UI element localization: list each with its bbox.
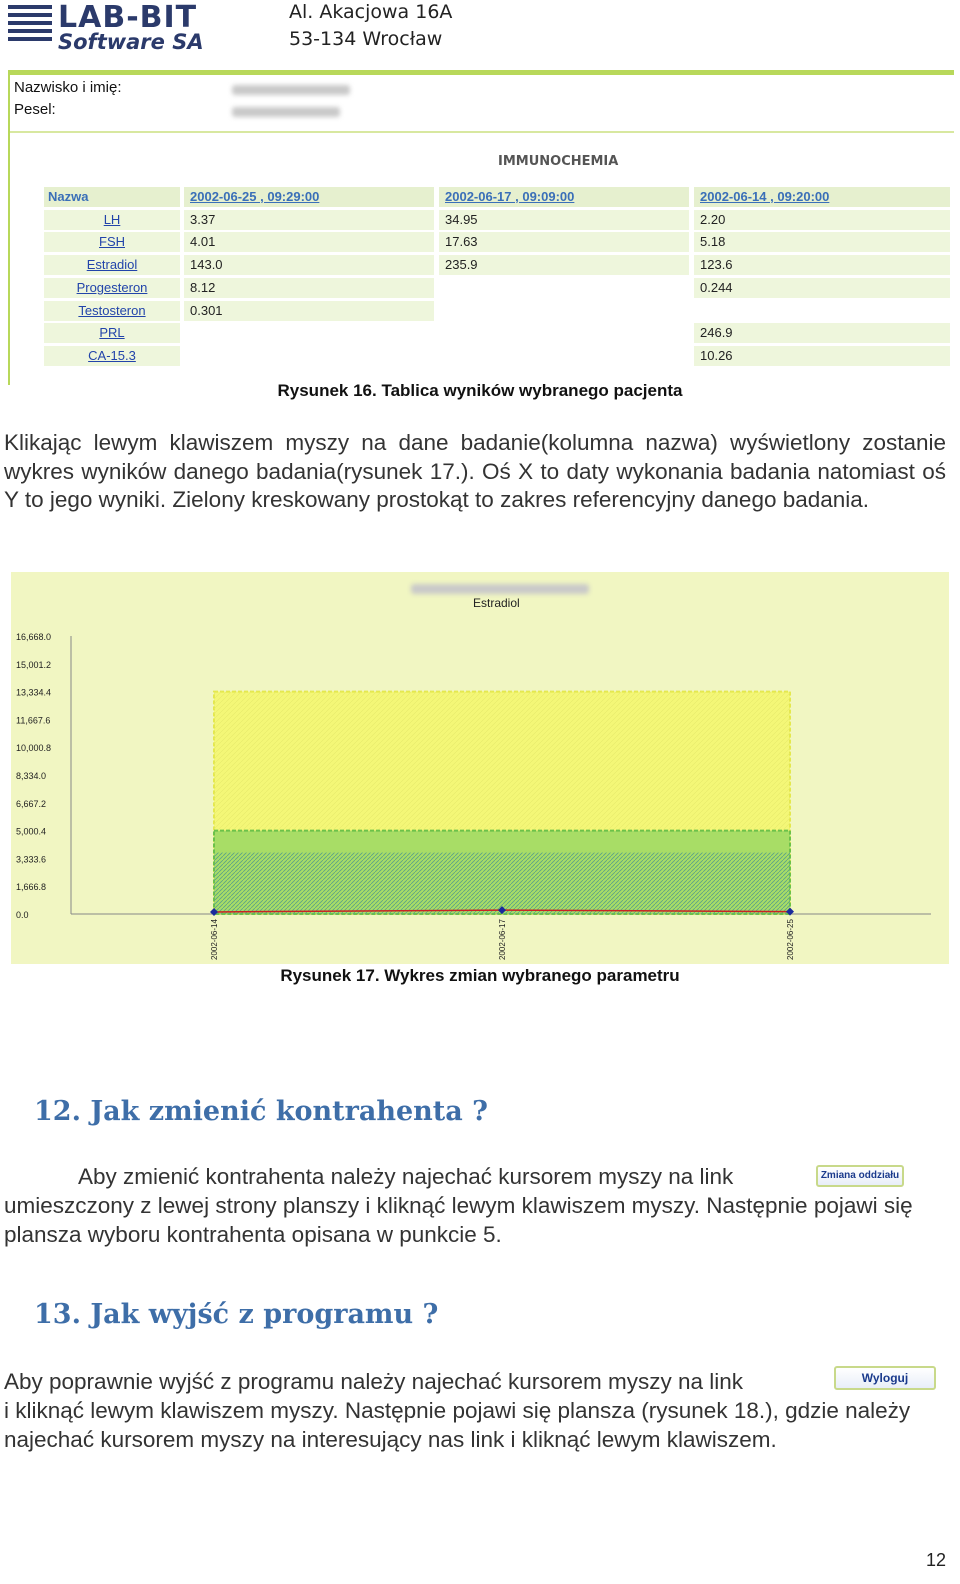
test-name-link[interactable]: Testosteron (44, 301, 180, 321)
x-tick-label: 2002-06-25 (786, 919, 795, 960)
test-name-link[interactable]: Progesteron (44, 278, 180, 298)
page-number: 12 (925, 1550, 946, 1570)
logo-subtext: Software SA (58, 30, 204, 54)
test-name-link[interactable]: PRL (44, 323, 180, 343)
result-value: 10.26 (694, 346, 950, 366)
caption-figure-17: Rysunek 17. Wykres zmian wybranego parametru (280, 966, 680, 985)
change-department-link-image[interactable]: Zmiana oddziału (816, 1165, 904, 1187)
test-name-link[interactable]: LH (44, 210, 180, 230)
address-line1: Al. Akacjowa 16A (289, 1, 453, 23)
y-tick-label: 6,667.2 (16, 798, 47, 809)
chart-title: Estradiol (473, 596, 520, 610)
x-tick-label: 2002-06-14 (210, 919, 219, 960)
result-value: 0.301 (184, 301, 434, 321)
result-value: 143.0 (184, 255, 434, 275)
paragraph-chart-intro: Klikając lewym klawiszem myszy na dane badanie(kolumna nazwa) wyświetlony zostanie wykres wyników danego badania(rysunek 17.). Oś X to daty wykonania badania natomiast oś Y to jego wyniki. Zielony kreskowany prostokąt to zakres referencyjny danego badania. (4, 430, 946, 512)
result-value: 17.63 (439, 232, 689, 252)
section-13-heading: 13. Jak wyjść z programu ? (34, 1299, 439, 1330)
y-tick-label: 0.0 (16, 910, 29, 920)
blurred-pesel (232, 107, 340, 117)
result-value: 5.18 (694, 232, 950, 252)
y-tick-label: 13,334.4 (16, 687, 52, 698)
test-name-link[interactable]: Estradiol (44, 255, 180, 275)
section-12-text-rest: umieszczony z lewej strony planszy i kliknąć lewym klawiszem myszy. Następnie pojawi się plansza wyboru kontrahenta opisana w punkcie 5. (4, 1193, 913, 1247)
table-title: IMMUNOCHEMIA (498, 154, 619, 169)
x-tick-label: 2002-06-17 (498, 919, 507, 960)
section-12-heading: 12. Jak zmienić kontrahenta ? (34, 1096, 488, 1127)
chart-panel (11, 572, 949, 964)
result-value: 4.01 (184, 232, 434, 252)
section-13-text-start: Aby poprawnie wyjść z programu należy najechać kursorem myszy na link (4, 1369, 744, 1394)
y-tick-label: 11,667.6 (16, 715, 51, 726)
result-value: 246.9 (694, 323, 950, 343)
blurred-patient-name (232, 85, 350, 95)
table-header-name: Nazwa (44, 187, 180, 207)
section-13-text-rest: i kliknąć lewym klawiszem myszy. Następnie pojawi się plansza (rysunek 18.), gdzie należy najechać kursorem myszy na interesujący nas link i kliknąć lewym klawiszem. (4, 1398, 911, 1452)
results-screenshot (8, 70, 954, 385)
result-value: 0.244 (694, 278, 950, 298)
result-value: 2.20 (694, 210, 950, 230)
test-name-link[interactable]: CA-15.3 (44, 346, 180, 366)
logout-link-image[interactable]: Wyloguj (834, 1366, 936, 1390)
result-value: 8.12 (184, 278, 434, 298)
separator (10, 131, 954, 133)
logo-lines-icon (8, 5, 52, 45)
y-tick-label: 15,001.2 (16, 659, 52, 670)
y-tick-label: 16,668.0 (16, 632, 52, 642)
pesel-label: Pesel: (14, 101, 56, 118)
test-name-link[interactable]: FSH (44, 232, 180, 252)
table-header-date[interactable]: 2002-06-14 , 09:20:00 (694, 187, 950, 207)
section-12-text-start: Aby zmienić kontrahenta należy najechać kursorem myszy na link (78, 1164, 734, 1189)
y-tick-label: 8,334.0 (16, 771, 47, 781)
y-tick-label: 3,333.6 (16, 854, 47, 865)
y-tick-label: 5,000.4 (16, 826, 47, 837)
result-value: 123.6 (694, 255, 950, 275)
logo-text: LAB-BIT (58, 0, 198, 35)
address-line2: 53-134 Wrocław (289, 28, 443, 50)
table-header-date[interactable]: 2002-06-17 , 09:09:00 (439, 187, 689, 207)
reference-band-lower-hatch (214, 853, 790, 914)
estradiol-chart (11, 572, 949, 964)
y-tick-label: 10,000.8 (16, 743, 52, 754)
result-value: 235.9 (439, 255, 689, 275)
patient-name-label: Nazwisko i imię: (14, 79, 122, 96)
y-tick-label: 1,666.8 (16, 882, 47, 893)
result-value: 3.37 (184, 210, 434, 230)
result-value: 34.95 (439, 210, 689, 230)
caption-figure-16: Rysunek 16. Tablica wyników wybranego pacjenta (277, 381, 683, 400)
table-header-date[interactable]: 2002-06-25 , 09:29:00 (184, 187, 434, 207)
